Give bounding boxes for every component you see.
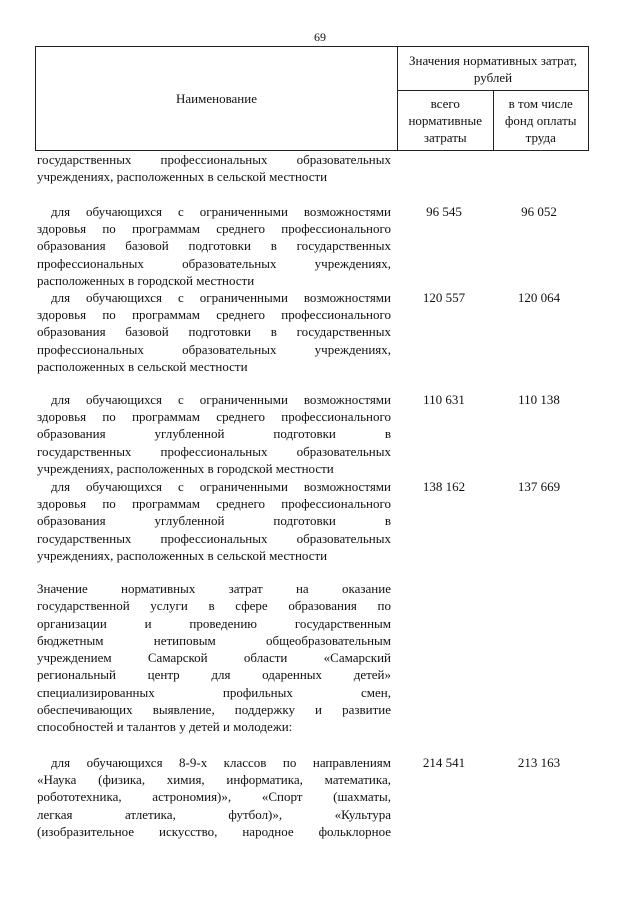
- value-total: 214 541: [422, 755, 466, 770]
- text-line: здоровья по программам среднего профессионального: [37, 409, 391, 424]
- text-line: (изобразительное искусство, народное фольклорное: [37, 823, 391, 839]
- column-header-values-group: Значения нормативных затрат, рублей: [398, 47, 589, 91]
- text-line: государственной услуги в сфере образования по: [37, 598, 391, 614]
- text-line: образования углубленной подготовки в: [37, 426, 391, 442]
- value-total: 138 162: [422, 479, 466, 494]
- value-fund: 137 669: [517, 479, 561, 494]
- table-row-text: [37, 289, 391, 306]
- text-line: робототехника, астрономия)», «Спорт (шахматы,: [37, 789, 391, 805]
- text-line: здоровья по программам среднего профессионального: [37, 221, 391, 236]
- column-header-total: всего нормативные затраты: [398, 91, 494, 151]
- text-line: учреждениях, расположенных в сельской местности: [37, 169, 328, 185]
- text-line: для обучающихся 8-9-х классов по направлениям: [51, 755, 391, 770]
- text-line: учреждениях, расположенных в сельской местности: [37, 547, 328, 563]
- text-line: «Наука (физика, химия, информатика, математика,: [37, 772, 391, 787]
- text-line: для обучающихся с ограниченными возможностями: [51, 392, 391, 407]
- text-line: профессиональных образовательных учреждениях,: [37, 255, 391, 271]
- text-line: легкая атлетика, футбол)», «Культура: [37, 806, 391, 822]
- value-total: 120 557: [422, 290, 466, 305]
- text-line: для обучающихся с ограниченными возможностями: [51, 204, 391, 219]
- value-total: 110 631: [423, 392, 465, 407]
- text-line: здоровья по программам среднего профессионального: [37, 307, 391, 322]
- text-line: обеспечивающих выявление, поддержку и развитие: [37, 702, 391, 718]
- table-header: [35, 46, 589, 151]
- table-row-text: [37, 306, 391, 375]
- section-paragraph: [37, 580, 391, 736]
- value-fund: 120 064: [517, 290, 561, 305]
- text-line: образования базовой подготовки в государственных: [37, 324, 391, 340]
- text-line: здоровья по программам среднего профессионального: [37, 496, 391, 511]
- value-fund: 213 163: [517, 755, 561, 770]
- text-line: государственных профессиональных образовательных: [37, 152, 391, 167]
- page-number: 69: [314, 30, 326, 44]
- text-line: для обучающихся с ограниченными возможностями: [51, 290, 391, 305]
- text-line: способностей и талантов у детей и молодежи:: [37, 719, 293, 735]
- table-row-text: [37, 151, 391, 186]
- text-line: образования углубленной подготовки в: [37, 513, 391, 529]
- column-header-fund: в том числе фонд оплаты труда: [493, 91, 589, 151]
- text-line: учреждениях, расположенных в городской местности: [37, 460, 334, 476]
- text-line: государственных профессиональных образовательных: [37, 530, 391, 546]
- text-line: специализированных профильных смен,: [37, 684, 391, 700]
- text-line: расположенных в сельской местности: [37, 358, 248, 374]
- value-fund: 96 052: [521, 204, 557, 219]
- text-line: для обучающихся с ограниченными возможностями: [51, 479, 391, 494]
- value-fund: 110 138: [518, 392, 560, 407]
- text-line: учреждением Самарской области «Самарский: [37, 650, 391, 666]
- table-row-text: [37, 754, 391, 771]
- text-line: расположенных в городской местности: [37, 272, 255, 288]
- table-row-text: [37, 478, 391, 495]
- text-line: бюджетным нетиповым общеобразовательным: [37, 632, 391, 648]
- table-row-text: [37, 408, 391, 477]
- value-total: 96 545: [426, 204, 462, 219]
- table-row-text: [37, 203, 391, 220]
- text-line: образования базовой подготовки в государственных: [37, 238, 391, 254]
- table-row-text: [37, 495, 391, 564]
- text-line: региональный центр для одаренных детей»: [37, 667, 391, 683]
- text-line: организации и проведению государственным: [37, 615, 391, 631]
- table-row-text: [37, 220, 391, 289]
- text-line: государственных профессиональных образовательных: [37, 443, 391, 459]
- column-header-name: Наименование: [36, 47, 398, 151]
- table-row-text: [37, 771, 391, 840]
- table-row-text: [37, 391, 391, 408]
- text-line: Значение нормативных затрат на оказание: [37, 581, 391, 596]
- text-line: профессиональных образовательных учреждениях,: [37, 341, 391, 357]
